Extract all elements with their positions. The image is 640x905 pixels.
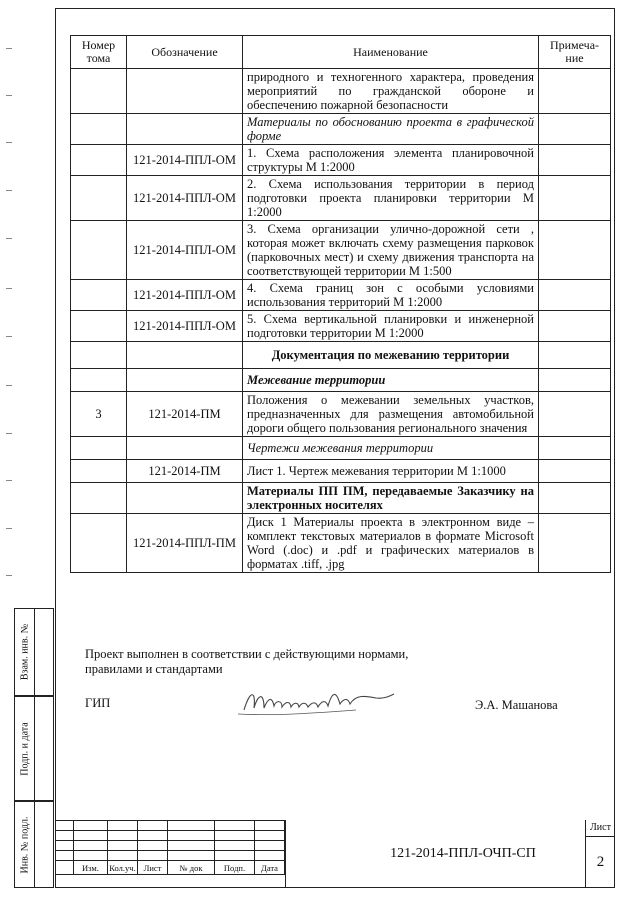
note-cell [539,342,611,369]
volume-cell [71,176,127,221]
name-cell: 5. Схема вертикальной планировки и инженерной подготовки территории М 1:2000 [243,311,539,342]
designation-cell [127,437,243,460]
note-cell [539,437,611,460]
name-cell: Диск 1 Материалы проекта в электронном виде – комплект текстовых материалов в формате Microsoft Word (.doc) и .pdf и графических материалов в форматах .tiff, .jpg [243,514,539,573]
stamp-inv-label: Инв. № подл. [19,816,30,873]
table-row [71,145,611,176]
stamp-inv-box [14,801,54,888]
note-cell [539,221,611,280]
volume-cell: 3 [71,392,127,437]
volume-cell [71,483,127,514]
compliance-statement: Проект выполнен в соответствии с действующими нормами, правилами и стандартами [85,647,409,676]
table-row [71,392,611,437]
stamp-vzam-label: Взам. инв. № [19,623,30,681]
stamp-vzam-box [14,608,54,696]
table-row [71,369,611,392]
col-list: Лист [138,861,168,875]
table-row [71,176,611,221]
signature-image [236,680,396,720]
revision-header-row [56,861,285,875]
gip-label: ГИП [85,696,111,710]
section-heading: Документация по межеванию территории [243,342,539,369]
col-no-dok: № док [168,861,215,875]
designation-cell: 121-2014-ППЛ-ПМ [127,514,243,573]
note-cell [539,369,611,392]
volume-cell [71,145,127,176]
header-volume-number: Номер тома [71,36,127,69]
side-stamp [14,608,54,888]
header-name: Наименование [243,36,539,69]
volume-cell [71,437,127,460]
note-cell [539,311,611,342]
table-row [71,221,611,280]
designation-cell [127,114,243,145]
note-cell [539,114,611,145]
section-subheading: Межевание территории [243,369,539,392]
header-designation: Обозначение [127,36,243,69]
section-heading: Материалы ПП ПМ, передаваемые Заказчику на электронных носителях [243,483,539,514]
note-cell [539,483,611,514]
designation-cell: 121-2014-ППЛ-ОМ [127,176,243,221]
col-data: Дата [255,861,285,875]
contents-table [70,35,611,573]
name-cell: 3. Схема организации улично-дорожной сети , которая может включать схему размещения парковок (парковочных мест) и схему движения транспорта на соответствующей территории М 1:500 [243,221,539,280]
volume-cell [71,221,127,280]
name-cell: 4. Схема границ зон с особыми условиями использования территорий М 1:2000 [243,280,539,311]
table-row [71,280,611,311]
designation-cell: 121-2014-ППЛ-ОМ [127,311,243,342]
table-row [71,311,611,342]
name-cell: 1. Схема расположения элемента планировочной структуры М 1:2000 [243,145,539,176]
sheet-box [585,820,615,887]
volume-cell [71,514,127,573]
volume-cell [71,69,127,114]
name-cell: Положения о межевании земельных участков, предназначенных для размещения автомобильной дороги общего пользования регионального значения [243,392,539,437]
designation-cell: 121-2014-ПМ [127,460,243,483]
volume-cell [71,311,127,342]
note-cell [539,176,611,221]
table-row [71,460,611,483]
designation-cell [127,483,243,514]
designation-cell [127,369,243,392]
designation-cell: 121-2014-ППЛ-ОМ [127,280,243,311]
table-row [71,514,611,573]
volume-cell [71,114,127,145]
title-block [55,820,615,888]
note-cell [539,514,611,573]
sheet-label: Лист [586,820,615,837]
volume-cell [71,342,127,369]
document-code: 121-2014-ППЛ-ОЧП-СП [285,820,640,887]
table-row [71,114,611,145]
table-row [71,342,611,369]
note-cell [539,460,611,483]
revision-grid [55,820,285,875]
name-cell: Лист 1. Чертеж межевания территории М 1:1000 [243,460,539,483]
note-cell [539,145,611,176]
table-row [71,483,611,514]
table-header-row [71,36,611,69]
volume-cell [71,280,127,311]
designation-cell: 121-2014-ПМ [127,392,243,437]
name-cell: природного и техногенного характера, проведения мероприятий по гражданской обороне и обеспечению пожарной безопасности [243,69,539,114]
col-izm: Изм. [74,861,108,875]
name-cell: 2. Схема использования территории в период подготовки проекта планировки территории М 1:2000 [243,176,539,221]
col-kol-uch: Кол.уч. [109,862,136,873]
note-cell [539,392,611,437]
table-row [71,69,611,114]
gip-name: Э.А. Машанова [475,698,558,712]
volume-cell [71,460,127,483]
volume-cell [71,369,127,392]
stamp-podp-label: Подп. и дата [19,721,30,776]
stamp-podp-box [14,696,54,801]
designation-cell [127,342,243,369]
designation-cell: 121-2014-ППЛ-ОМ [127,221,243,280]
designation-cell: 121-2014-ППЛ-ОМ [127,145,243,176]
table-row [71,437,611,460]
col-podp: Подп. [215,861,255,875]
note-cell [539,69,611,114]
section-subheading: Материалы по обоснованию проекта в графической форме [243,114,539,145]
designation-cell [127,69,243,114]
section-subheading: Чертежи межевания территории [243,437,539,460]
sheet-number: 2 [596,854,605,870]
header-note: Примеча-ние [539,36,611,69]
note-cell [539,280,611,311]
